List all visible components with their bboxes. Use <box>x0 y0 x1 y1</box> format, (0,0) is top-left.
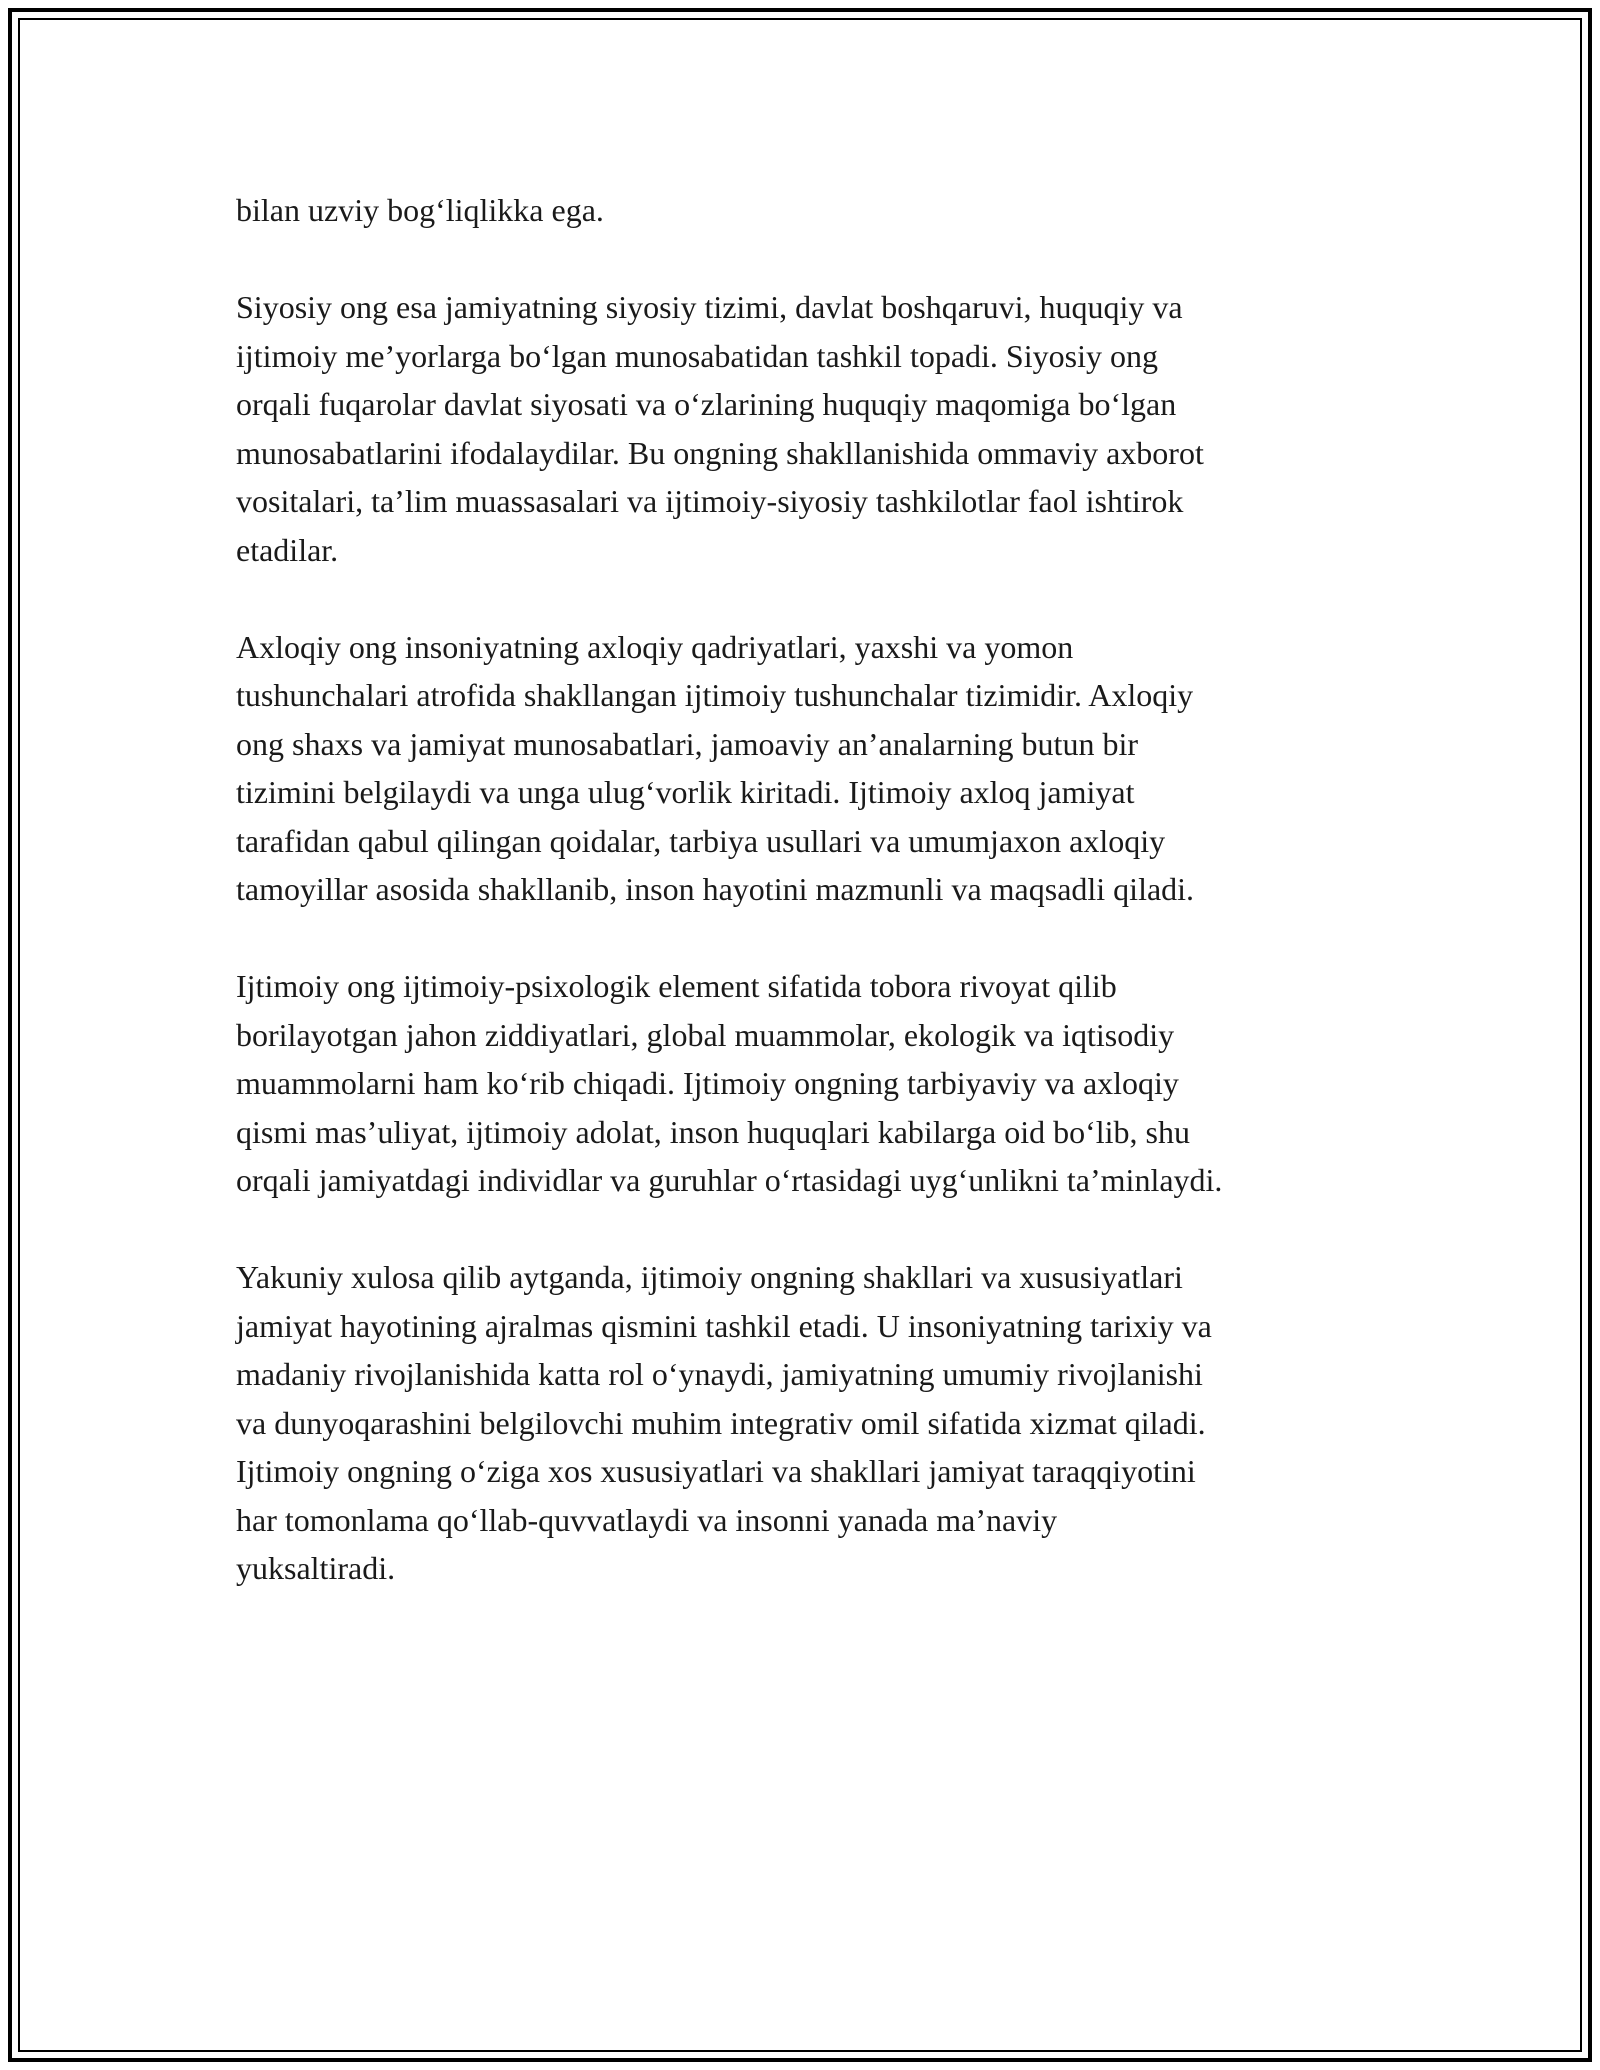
paragraph-political-consciousness: Siyosiy ong esa jamiyatning siyosiy tizimi, davlat boshqaruvi, huquqiy va ijtimoiy me’yorlarga bo‘lgan munosabatidan tashkil topadi. Siyosiy ong orqali fuqarolar davlat siyosati va o‘zlarining huquqiy maqomiga bo‘lgan munosabatlarini ifodalaydilar. Bu ongning shakllanishida ommaviy axborot vositalari, ta’lim muassasalari va ijtimoiy-siyosiy tashkilotlar faol ishtirok etadilar. <box>236 289 1204 568</box>
document-body <box>236 186 1372 1593</box>
paragraph-social-psychological: Ijtimoiy ong ijtimoiy-psixologik element sifatida tobora rivoyat qilib borilayotgan jahon ziddiyatlari, global muammolar, ekologik va iqtisodiy muammolarni ham ko‘rib chiqadi. Ijtimoiy ongning tarbiyaviy va axloqiy qismi mas’uliyat, ijtimoiy adolat, inson huquqlari kabilarga oid bo‘lib, shu orqali jamiyatdagi individlar va guruhlar o‘rtasidagi uyg‘unlikni ta’minlaydi. <box>236 968 1223 1198</box>
paragraph-moral-consciousness: Axloqiy ong insoniyatning axloqiy qadriyatlari, yaxshi va yomon tushunchalari atrofida shakllangan ijtimoiy tushunchalar tizimidir. Axloqiy ong shaxs va jamiyat munosabatlari, jamoaviy an’analarning butun bir tizimini belgilaydi va unga ulug‘vorlik kiritadi. Ijtimoiy axloq jamiyat tarafidan qabul qilingan qoidalar, tarbiya usullari va umumjaxon axloqiy tamoyillar asosida shakllanib, inson hayotini mazmunli va maqsadli qiladi. <box>236 628 1195 907</box>
paragraph-continuation: bilan uzviy bog‘liqlikka ega. <box>236 192 604 228</box>
paragraph-conclusion: Yakuniy xulosa qilib aytganda, ijtimoiy ongning shakllari va xususiyatlari jamiyat hayotining ajralmas qismini tashkil etadi. U insoniyatning tarixiy va madaniy rivojlanishida katta rol o‘ynaydi, jamiyatning umumiy rivojlanishi va dunyoqarashini belgilovchi muhim integrativ omil sifatida xizmat qiladi. Ijtimoiy ongning o‘ziga xos xususiyatlari va shakllari jamiyat taraqqiyotini har tomonlama qo‘llab-quvvatlaydi va insonni yanada ma’naviy yuksaltiradi. <box>236 1259 1212 1586</box>
